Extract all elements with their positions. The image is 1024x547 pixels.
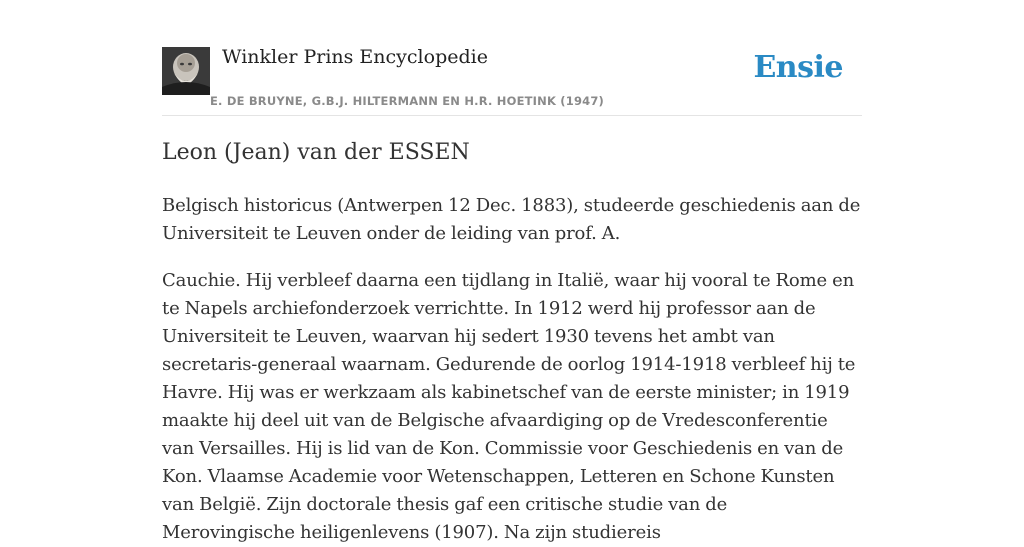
author-avatar[interactable] [162,47,210,95]
site-header [162,0,862,116]
paragraph-1: Belgisch historicus (Antwerpen 12 Dec. 1883), studeerde geschiedenis aan de Universiteit te Leuven onder de leiding van prof. A. [162,195,861,244]
paragraph-2: Cauchie. Hij verbleef daarna een tijdlang in Italië, waar hij vooral te Rome en te Napels archiefonderzoek verrichtte. In 1912 werd hij professor aan de Universiteit te Leuven, waarvan hij sedert 1930 tevens het ambt van secretaris-generaal waarnam. Gedurende de oorlog 1914-1918 verbleef hij te Havre. Hij was er werkzaam als kabinetschef van de eerste minister; in 1919 maakte hij deel uit van de Belgische afvaardiging op de Vredesconferentie van Versailles. Hij is lid van de Kon. Commissie voor Geschiedenis en van de Kon. Vlaamse Academie voor Wetenschappen, Letteren en Schone Kunsten van België. Zijn doctorale thesis gaf een critische studie van de Merovingische heiligenlevens (1907). Na zijn studiereis [162,270,856,543]
portrait-icon [162,47,210,95]
entry-title: Leon (Jean) van der ESSEN [162,140,470,165]
site-title[interactable]: Winkler Prins Encyclopedie [222,46,488,68]
authors-line: E. DE BRUYNE, G.B.J. HILTERMANN EN H.R. HOETINK (1947) [210,94,605,108]
content-container [162,0,862,543]
brand-logo[interactable]: Ensie [753,50,843,85]
